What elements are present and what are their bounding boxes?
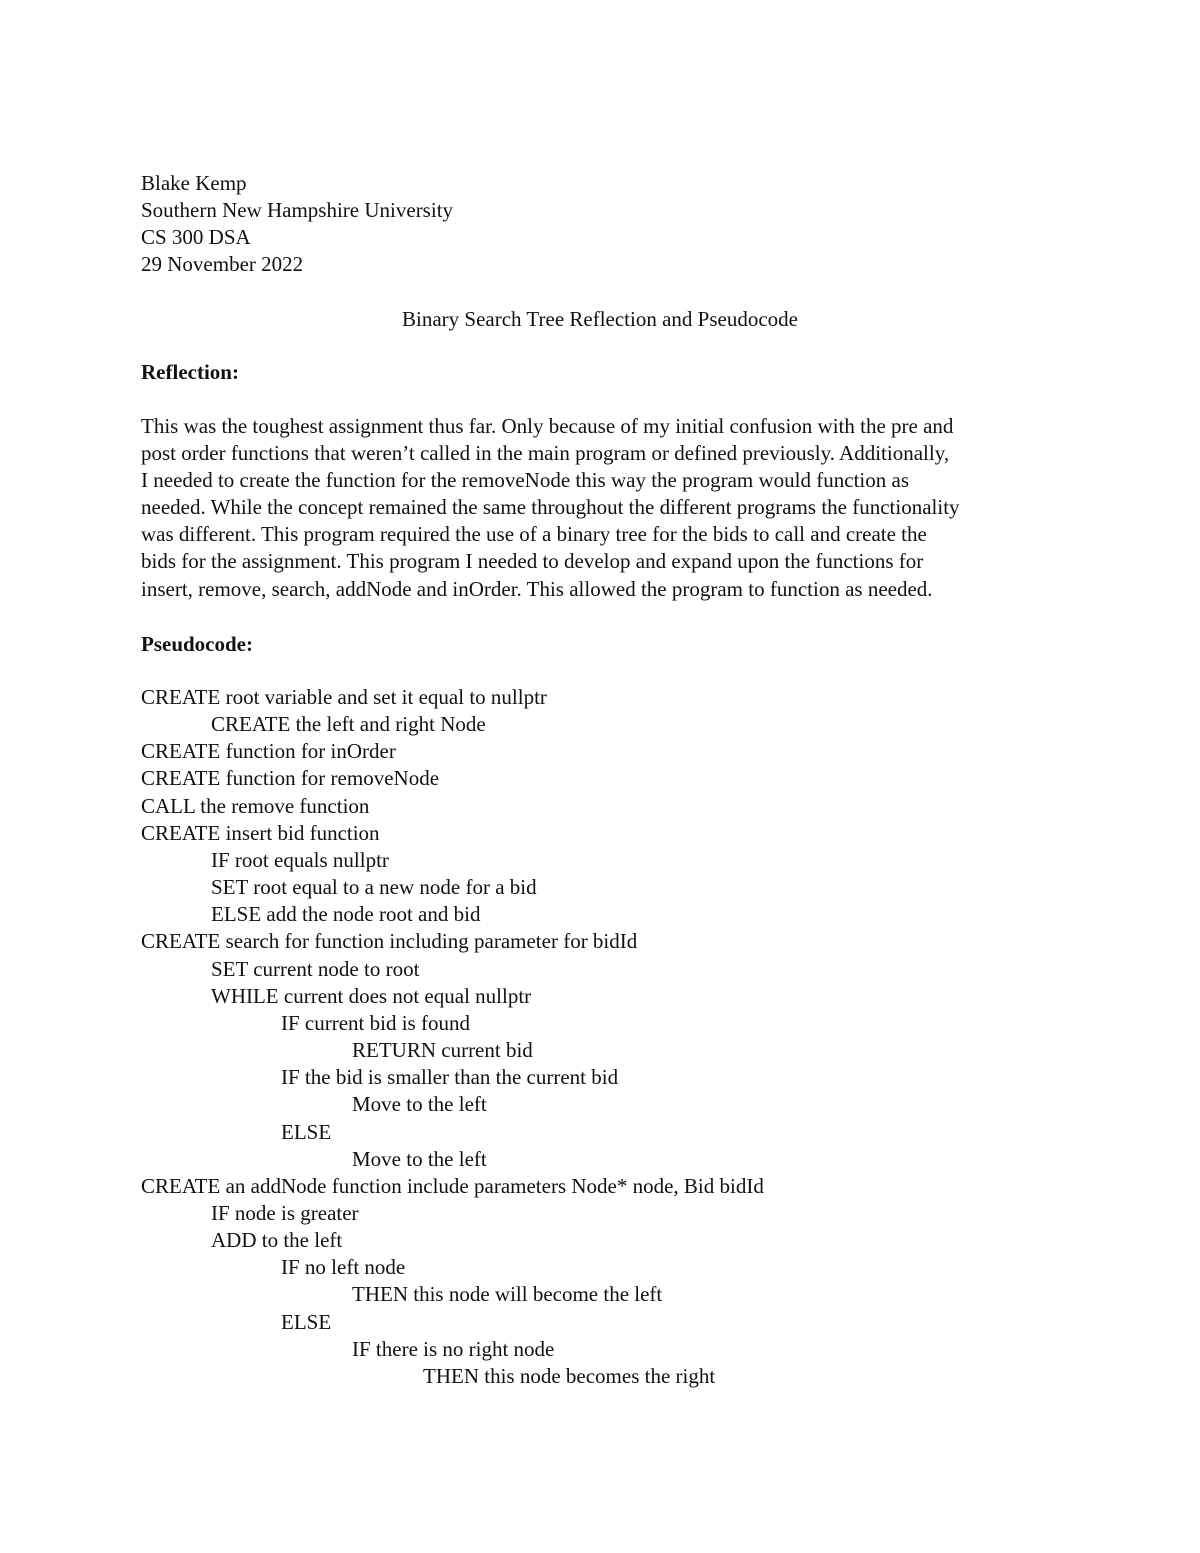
- reflection-line: post order functions that weren’t called in the main program or defined previously. Additionally,: [141, 441, 950, 466]
- reflection-line: needed. While the concept remained the same throughout the different programs the functionality: [141, 495, 960, 520]
- pseudocode-line: CREATE function for removeNode: [141, 766, 440, 791]
- pseudocode-line: IF no left node: [281, 1255, 406, 1280]
- pseudocode-line: CREATE function for inOrder: [141, 739, 396, 764]
- reflection-line: insert, remove, search, addNode and inOrder. This allowed the program to function as needed.: [141, 576, 933, 601]
- course-name: CS 300 DSA: [141, 225, 251, 249]
- document-header: [141, 170, 453, 278]
- pseudocode-line: CREATE insert bid function: [141, 820, 380, 845]
- pseudocode-line: CREATE the left and right Node: [211, 712, 486, 737]
- pseudocode-line: SET root equal to a new node for a bid: [211, 875, 537, 900]
- pseudocode-line: IF root equals nullptr: [211, 847, 389, 872]
- pseudocode-block: [141, 684, 764, 1390]
- reflection-paragraph: [141, 413, 960, 603]
- pseudocode-line: THEN this node becomes the right: [423, 1363, 716, 1388]
- reflection-line: I needed to create the function for the removeNode this way the program would function as: [141, 468, 909, 493]
- pseudocode-line: CREATE root variable and set it equal to nullptr: [141, 685, 547, 709]
- pseudocode-heading: Pseudocode:: [141, 632, 253, 656]
- reflection-heading: Reflection:: [141, 360, 239, 384]
- reflection-line: This was the toughest assignment thus far. Only because of my initial confusion with the pre and: [141, 414, 954, 438]
- pseudocode-line: IF current bid is found: [281, 1010, 470, 1035]
- document-date: 29 November 2022: [141, 252, 304, 276]
- pseudocode-line: ELSE add the node root and bid: [211, 902, 481, 927]
- institution-name: Southern New Hampshire University: [141, 198, 454, 222]
- pseudocode-line: ADD to the left: [211, 1228, 343, 1253]
- pseudocode-line: CALL the remove function: [141, 793, 370, 818]
- reflection-line: was different. This program required the use of a binary tree for the bids to call and create the: [141, 522, 927, 547]
- pseudocode-line: Move to the left: [352, 1092, 487, 1117]
- pseudocode-line: IF node is greater: [211, 1200, 359, 1225]
- document-title: Binary Search Tree Reflection and Pseudocode: [402, 307, 798, 331]
- pseudocode-line: ELSE: [281, 1309, 332, 1334]
- pseudocode-line: CREATE search for function including parameter for bidId: [141, 929, 638, 954]
- pseudocode-line: Move to the left: [352, 1146, 487, 1171]
- pseudocode-line: ELSE: [281, 1119, 332, 1144]
- author-name: Blake Kemp: [141, 171, 247, 195]
- reflection-line: bids for the assignment. This program I needed to develop and expand upon the functions for: [141, 549, 924, 574]
- pseudocode-line: IF there is no right node: [352, 1336, 555, 1361]
- pseudocode-line: SET current node to root: [211, 956, 420, 981]
- pseudocode-line: WHILE current does not equal nullptr: [211, 983, 532, 1008]
- pseudocode-line: CREATE an addNode function include parameters Node* node, Bid bidId: [141, 1173, 764, 1198]
- pseudocode-line: IF the bid is smaller than the current bid: [281, 1065, 619, 1090]
- pseudocode-line: THEN this node will become the left: [352, 1282, 663, 1307]
- pseudocode-line: RETURN current bid: [352, 1038, 533, 1063]
